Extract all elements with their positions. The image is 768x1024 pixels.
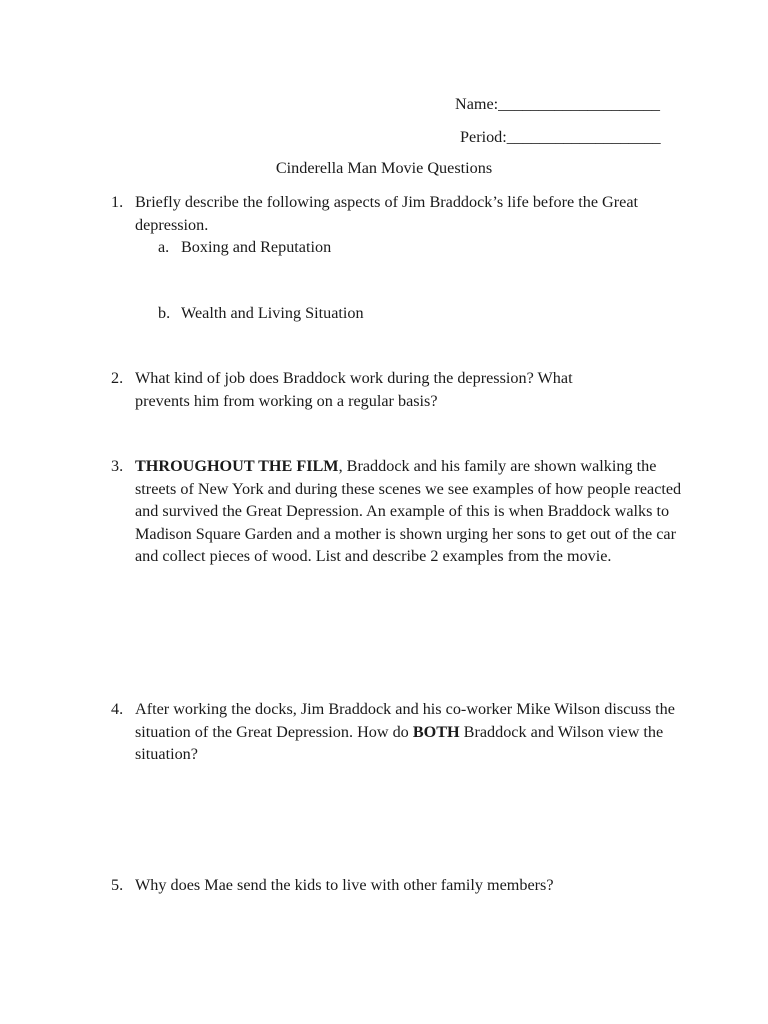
question-number: 3. <box>111 457 124 475</box>
question-5 <box>111 874 711 897</box>
question-text: Why does Mae send the kids to live with other family members? <box>135 876 554 894</box>
name-field-label: Name:____________________ <box>455 95 661 113</box>
question-1 <box>111 191 711 236</box>
question-number: 1. <box>111 193 124 211</box>
question-text: Briefly describe the following aspects of Jim Braddock’s life before the Great depression. <box>135 193 638 234</box>
question-1-subitem-b <box>158 302 364 325</box>
question-number: 5. <box>111 876 124 894</box>
question-2 <box>111 367 631 412</box>
subitem-letter: b. <box>158 304 171 322</box>
question-text <box>135 698 686 766</box>
question-text-after: Braddock and Wilson view the situation? <box>135 722 664 764</box>
question-text: What kind of job does Braddock work during the depression? What prevents him from working on a regular basis? <box>135 369 573 410</box>
question-text-rest: , Braddock and his family are shown walking the streets of New York and during these scenes we see examples of how people reacted and survived the Great Depression. An example of this is when Braddock walks to Madison Square Garden and a mother is shown urging her sons to get out of the car and collect pieces of wood. List and describe 2 examples from the movie. <box>135 457 682 566</box>
subitem-text: Wealth and Living Situation <box>181 304 364 322</box>
question-number: 2. <box>111 369 124 387</box>
period-field-label: Period:___________________ <box>460 128 661 146</box>
subitem-text: Boxing and Reputation <box>181 238 332 256</box>
question-4 <box>111 698 686 766</box>
question-text-before: After working the docks, Jim Braddock and his co-worker Mike Wilson discuss the situation of the Great Depression. How do <box>135 700 675 741</box>
question-bold-lead: THROUGHOUT THE FILM <box>135 457 339 475</box>
question-number: 4. <box>111 700 124 718</box>
page-title: Cinderella Man Movie Questions <box>275 159 493 177</box>
subitem-letter: a. <box>158 238 170 256</box>
question-3 <box>111 455 686 568</box>
question-1-subitem-a <box>158 236 331 259</box>
question-text <box>135 455 686 568</box>
question-bold-word: BOTH <box>412 722 460 741</box>
